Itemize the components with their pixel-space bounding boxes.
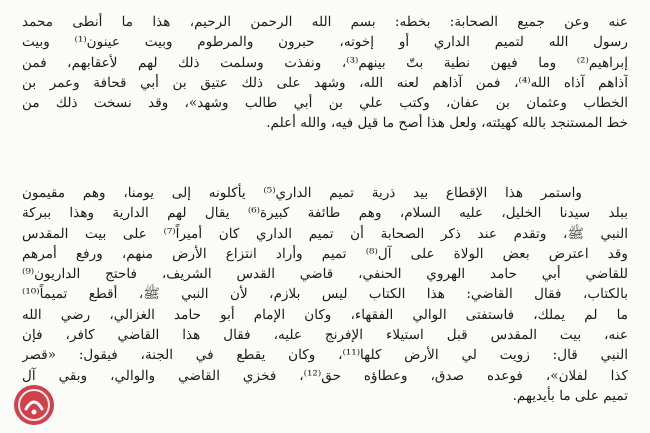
text-line: إبراهيم⁽²⁾ وما فيهن نطية بتّ بينهم⁽³⁾، ونفذت وسلمت ذلك لهم لأعقابهم، فمن bbox=[22, 54, 628, 71]
text-line: وقد اعترض بعض الولاة على آل⁽⁸⁾ تميم وأراد انتزاع الأرض منهم، ورفع أمرهم bbox=[22, 245, 628, 262]
text-line: الخطاب وعثمان بن عفان، وكتب علي بن أبي طالب وشهد»، وقد نسخت ذلك من bbox=[22, 95, 628, 112]
text-line: خط المستنجد بالله كهيئته، ولعل هذا أصح ما قيل فيه، والله أعلم. bbox=[266, 115, 628, 132]
text-line: تميم على ما بأيديهم. bbox=[512, 387, 628, 404]
paragraph-1 bbox=[22, 12, 628, 134]
text-line: النبي قال: زويت لي الأرض كلها⁽¹¹⁾، وكان يقطع في الجنة، فيقول: «قصر bbox=[22, 347, 628, 364]
text-line: بالكتاب، فقال القاضي: هذا الكتاب ليس بلازم، لأن النبي ﷺ، أقطع تميماً⁽¹⁰⁾ bbox=[22, 286, 628, 303]
text-line: ما لم يملك، فاستفتى الوالي الفقهاء، وكان الإمام أبو حامد الغزالي، رضي الله bbox=[22, 306, 628, 323]
text-line: عنه، بيت المقدس قبل استيلاء الإفرنج عليه، فقال هذا القاضي كافر، فإن bbox=[22, 327, 628, 344]
text-line: كذا لفلان»، فوعده صدق، وعطاؤه حق⁽¹²⁾، فخزي القاضي والوالي، وبقي آل bbox=[22, 367, 628, 384]
text-line: رسول الله لتميم الداري أو إخوته، حبرون والمرطوم وبيت عينون⁽¹⁾ وبيت bbox=[22, 34, 628, 51]
paragraph-2 bbox=[22, 183, 628, 406]
text-line: للقاضي أبي حامد الهروي الحنفي، قاضي القدس الشريف، فاحتج الداريون⁽⁹⁾ bbox=[22, 266, 628, 283]
maan-logo-icon bbox=[12, 383, 56, 427]
text-line: عنه وعن جميع الصحابة: بخطه: بسم الله الرحمن الرحيم، هذا ما أنطى محمد bbox=[22, 14, 628, 30]
text-line: ببلد سيدنا الخليل، عليه السلام، وهم طائفة كبيرة⁽⁶⁾ يقال لهم الدارية وهذا ببركة bbox=[22, 205, 628, 222]
text-line: النبي ﷺ، وتقدم عند ذكر الصحابة أن تميم الداري كان أميراً⁽⁷⁾ على بيت المقدس bbox=[22, 225, 628, 242]
text-line: واستمر هذا الإقطاع بيد ذرية تميم الداري⁽⁵⁾ يأكلونه إلى يومنا، وهم مقيمون bbox=[22, 185, 582, 201]
text-line: آذاهم آذاه الله⁽⁴⁾، فمن آذاهم لعنه الله، وشهد على ذلك عتيق بن أبي قحافة وعمر بن bbox=[22, 74, 628, 91]
